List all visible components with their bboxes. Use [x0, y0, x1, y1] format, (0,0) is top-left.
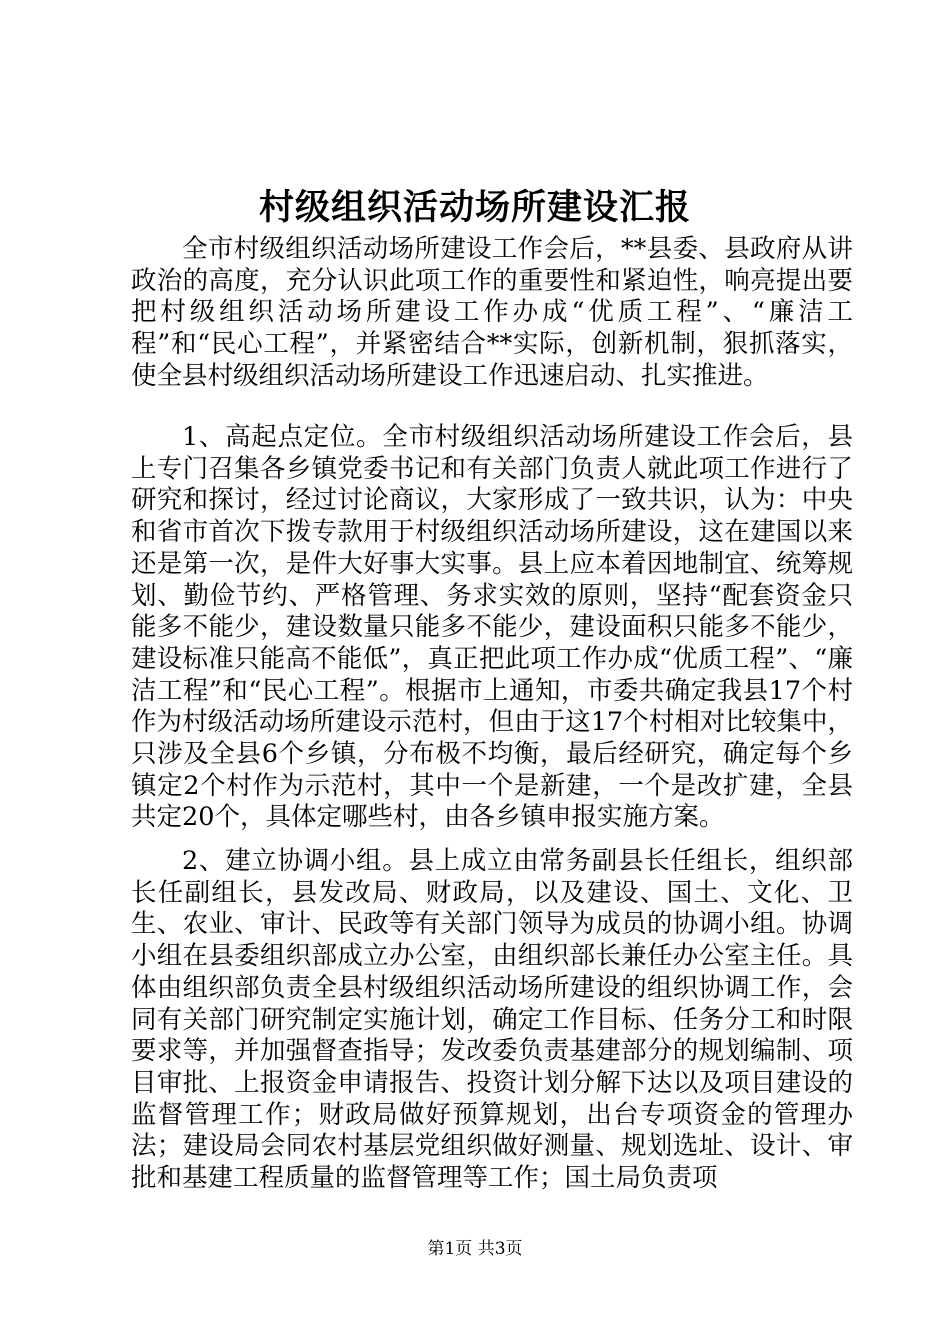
page-footer: 第1页 共3页	[427, 1239, 523, 1259]
section-1-paragraph: 1、高起点定位。全市村级组织活动场所建设工作会后，县上专门召集各乡镇党委书记和有关部门负责人就此项工作进行了研究和探讨，经过讨论商议，大家形成了一致共识，认为：中央和省市首次下拨专款用于村级组织活动场所建设，这在建国以来还是第一次，是件大好事大实事。县上应本着因地制宜、统筹规划、勤俭节约、严格管理、务求实效的原则，坚持“配套资金只能多不能少，建设数量只能多不能少，建设面积只能多不能少，建设标准只能高不能低”，真正把此项工作办成“优质工程”、“廉洁工程”和“民心工程”。根据市上通知，市委共确定我县17个村作为村级活动场所建设示范村，但由于这17个村相对比较集中，只涉及全县6个乡镇，分布极不均衡，最后经研究，确定每个乡镇定2个村作为示范村，其中一个是新建，一个是改扩建，全县共定20个，具体定哪些村，由各乡镇申报实施方案。	[131, 422, 853, 833]
document-title: 村级组织活动场所建设汇报	[258, 187, 691, 228]
intro-paragraph: 全市村级组织活动场所建设工作会后，**县委、县政府从讲政治的高度，充分认识此项工作的重要性和紧迫性，响亮提出要把村级组织活动场所建设工作办成“优质工程”、“廉洁工程”和“民心工程”，并紧密结合**实际，创新机制，狠抓落实，使全县村级组织活动场所建设工作迅速启动、扎实推进。	[131, 234, 853, 391]
section-2-paragraph: 2、建立协调小组。县上成立由常务副县长任组长，组织部长任副组长，县发改局、财政局，以及建设、国土、文化、卫生、农业、审计、民政等有关部门领导为成员的协调小组。协调小组在县委组织部成立办公室，由组织部长兼任办公室主任。具体由组织部负责全县村级组织活动场所建设的组织协调工作，会同有关部门研究制定实施计划，确定工作目标、任务分工和时限要求等，并加强督查指导；发改委负责基建部分的规划编制、项目审批、上报资金申请报告、投资计划分解下达以及项目建设的监督管理工作；财政局做好预算规划，出台专项资金的管理办法；建设局会同农村基层党组织做好测量、规划选址、设计、审批和基建工程质量的监督管理等工作；国土局负责项	[131, 846, 853, 1194]
